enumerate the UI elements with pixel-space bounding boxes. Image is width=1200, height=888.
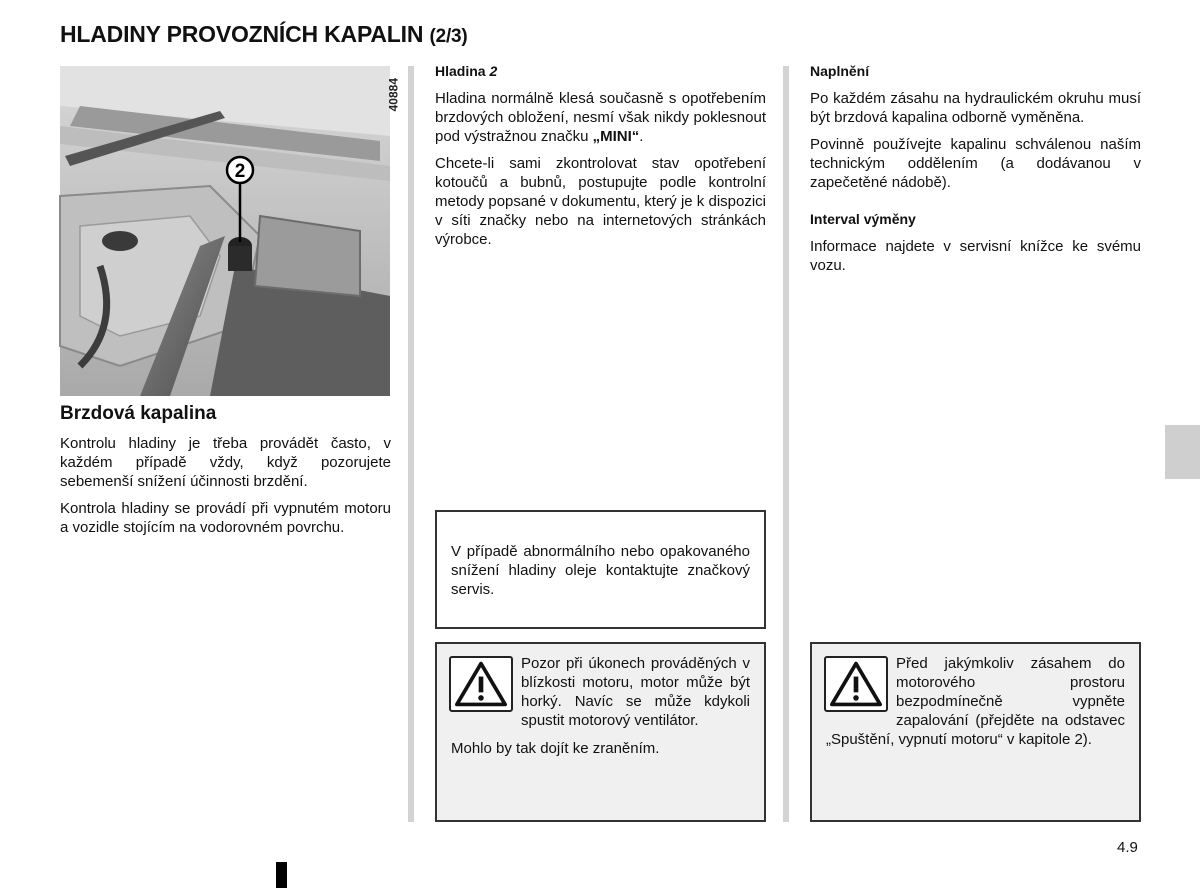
page-number: 4.9: [1117, 839, 1138, 856]
mini-mark: „MINI“: [592, 128, 640, 145]
paragraph-check-conditions: Kontrola hladiny se provádí při vypnutém motoru a vozidle stojícím na vodorovném povrchu.: [60, 500, 391, 536]
paragraph-level-drop: [435, 89, 766, 146]
page-title: [60, 20, 468, 51]
warning-injury-text: Mohlo by tak dojít ke zraněním.: [451, 740, 660, 757]
warning-box-ignition-off: [810, 642, 1141, 822]
section-heading-brake-fluid: Brzdová kapalina: [60, 403, 217, 424]
paragraph-wear-check: Chcete-li sami zkontrolovat stav opotřebení kotoučů a bubnů, postupujte podle kontrolní metody popsané v dokumentu, který je k dispozici v síti značky nebo na internetových stránkách výrobce.: [435, 155, 767, 248]
figure-code: 40884: [386, 78, 400, 112]
page-title-part: (2/3): [429, 26, 468, 47]
notice-text: V případě abnormálního nebo opakovaného snížení hladiny oleje kontaktujte značkový servis.: [451, 543, 750, 598]
level-drop-text: Hladina normálně klesá současně s opotřebením brzdových obložení, nesmí však nikdy poklesnout pod výstražnou značku: [435, 90, 766, 145]
section-heading-interval: Interval výměny: [810, 211, 916, 227]
warning-box-engine-hot: [435, 642, 766, 822]
paragraph-check-frequency: Kontrolu hladiny je třeba provádět často, v každém případě vždy, když pozorujete sebemenší snížení účinnosti brzdění.: [60, 435, 391, 490]
warning-engine-text: Pozor při úkonech prováděných v blízkosti motoru, motor může být horký. Navíc se může kdykoli spustit motorový ventilátor.: [521, 655, 750, 729]
column-divider-left: [408, 66, 414, 822]
warning-triangle-icon: [449, 656, 513, 712]
section-heading-filling: Naplnění: [810, 63, 870, 79]
chapter-tab: [1165, 425, 1200, 479]
level-heading-number: 2: [489, 63, 498, 79]
column-brake-fluid: [60, 400, 391, 545]
engine-bay-photo: [60, 66, 400, 396]
column-divider-right: [783, 66, 789, 822]
engine-bay-illustration: [60, 66, 390, 396]
crop-mark: [276, 862, 287, 888]
level-drop-end: .: [639, 128, 644, 145]
section-heading-level: [435, 62, 766, 81]
column-level: [435, 62, 766, 257]
paragraph-approved-fluid: Povinně používejte kapalinu schválenou naším technickým oddělením (a dodávanou v zapečetěné nádobě).: [810, 136, 1141, 191]
level-heading-text: Hladina: [435, 63, 486, 79]
column-filling: [810, 62, 1141, 283]
notice-box-abnormal-drop: [435, 510, 766, 629]
warning-triangle-icon: [824, 656, 888, 712]
callout-number: 2: [234, 161, 246, 182]
paragraph-replace-after-work: Po každém zásahu na hydraulickém okruhu musí být brzdová kapalina odborně vyměněna.: [810, 90, 1141, 126]
page-title-main: HLADINY PROVOZNÍCH KAPALIN: [60, 21, 424, 47]
paragraph-service-book: Informace najdete v servisní knížce ke svému vozu.: [810, 238, 1141, 274]
warning-ignition-text: Před jakýmkoliv zásahem do motorového prostoru bezpodmínečně vypněte zapalování (přejděte na odstavec „Spuštění, vypnutí motoru“ v kapitole 2).: [826, 655, 1125, 748]
